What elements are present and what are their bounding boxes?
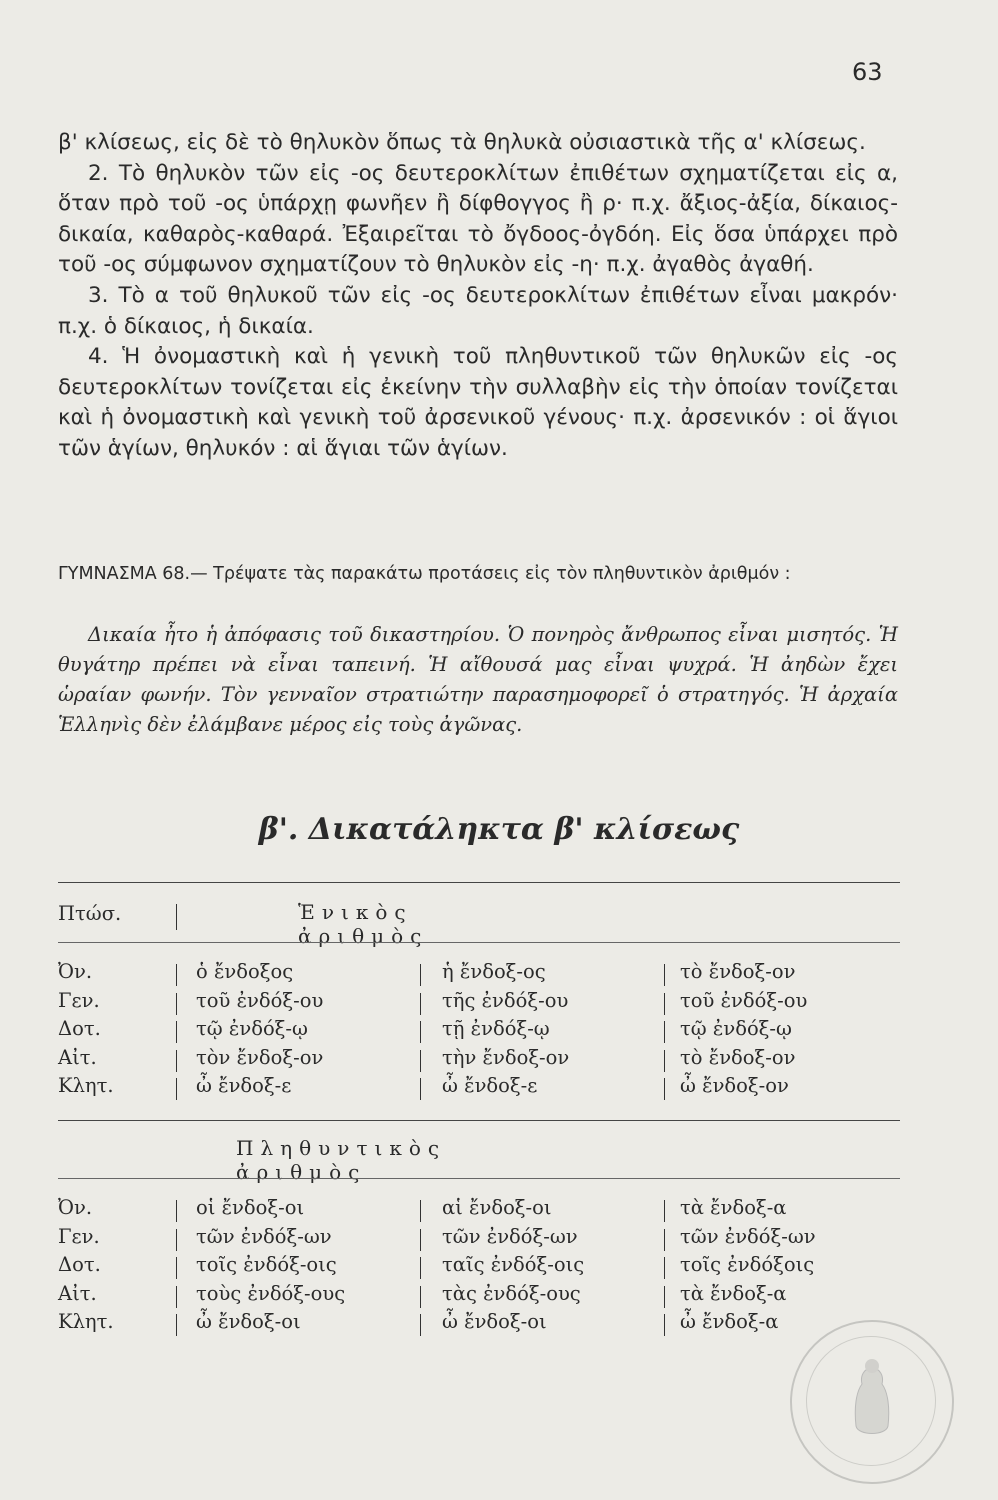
neuter-cell: τοῖς ἐνδόξοις	[680, 1253, 815, 1276]
feminine-cell: ταῖς ἐνδόξ-οις	[442, 1253, 585, 1276]
page-number: 63	[852, 58, 883, 86]
neuter-cell: ὦ ἔνδοξ-ον	[680, 1074, 789, 1097]
feminine-cell: τῆς ἐνδόξ-ου	[442, 988, 569, 1012]
singular-row	[0, 1074, 998, 1101]
neuter-cell: τὰ ἔνδοξ-α	[680, 1281, 787, 1305]
exercise-sentence-text: Δικαία ἦτο ἡ ἀπόφασις τοῦ δικαστηρίου. Ὁ πονηρὸς ἄνθρωπος εἶναι μισητός. Ἡ θυγάτηρ πρέπει νὰ εἶναι ταπεινή. Ἡ αἴθουσά μας εἶναι ψυχρά. Ἡ ἀηδὼν ἔχει ὡραίαν φωνήν. Τὸν γενναῖον στρατιώτην παρασημοφορεῖ ὁ στρατηγός. Ἡ ἀρχαία Ἑλληνὶς δὲν ἐλάμβανε μέρος εἰς τοὺς ἀγῶνας.	[58, 623, 898, 736]
feminine-cell: ὦ ἔνδοξ-ε	[442, 1074, 538, 1097]
masculine-cell: ὦ ἔνδοξ-ε	[196, 1074, 292, 1097]
case-cell: Γεν.	[58, 988, 100, 1012]
column-divider	[176, 1200, 177, 1222]
case-cell: Αἰτ.	[58, 1045, 97, 1069]
masculine-cell: οἱ ἔνδοξ-οι	[196, 1196, 305, 1219]
column-divider	[176, 993, 177, 1015]
case-cell: Ὀν.	[58, 960, 93, 983]
exercise-sentences	[58, 620, 898, 740]
paragraph-rule-4: 4. Ἡ ὀνομαστικὴ καὶ ἡ γενικὴ τοῦ πληθυντικοῦ τῶν θηλυκῶν εἰς -ος δευτεροκλίτων τονίζεται εἰς ἐκείνην τὴν συλλαβὴν εἰς τὴν ὁποίαν τονίζεται καὶ ἡ ὀνομαστικὴ καὶ γενικὴ τοῦ ἀρσενικοῦ γένους· π.χ. ἀρσενικόν : οἱ ἅγιοι τῶν ἁγίων, θηλυκόν : αἱ ἅγιαι τῶν ἁγίων.	[58, 344, 898, 461]
column-divider	[176, 964, 177, 986]
header-divider	[176, 904, 177, 930]
singular-row	[0, 960, 998, 987]
column-divider	[664, 1314, 665, 1336]
grammar-rules	[58, 128, 898, 465]
column-divider	[420, 1286, 421, 1308]
exercise-heading: ΓΥΜΝΑΣΜΑ 68.— Τρέψατε τὰς παρακάτω προτάσεις εἰς τὸν πληθυντικὸν ἀριθμόν :	[58, 564, 791, 584]
masculine-cell: τοῦ ἐνδόξ-ου	[196, 988, 324, 1012]
singular-row	[0, 1046, 998, 1073]
plural-row	[0, 1225, 998, 1252]
neuter-cell: τῶν ἐνδόξ-ων	[680, 1224, 816, 1248]
neuter-cell: τὸ ἔνδοξ-ον	[680, 960, 796, 983]
masculine-cell: τῶν ἐνδόξ-ων	[196, 1224, 332, 1248]
feminine-cell: αἱ ἔνδοξ-οι	[442, 1196, 552, 1219]
paragraph-rule-3: 3. Τὸ α τοῦ θηλυκοῦ τῶν εἰς -ος δευτεροκλίτων ἐπιθέτων εἶναι μακρόν· π.χ. ὁ δίκαιος, ἡ δικαία.	[58, 282, 898, 339]
neuter-cell: τῷ ἐνδόξ-ῳ	[680, 1017, 792, 1040]
column-divider	[664, 964, 665, 986]
paragraph-rule-2: 2. Τὸ θηλυκὸν τῶν εἰς -ος δευτεροκλίτων ἐπιθέτων σχηματίζεται εἰς α, ὅταν πρὸ τοῦ -ος ὑπάρχῃ φωνῆεν ἢ δίφθογγος ἢ ρ· π.χ. ἄξιος-ἀξία, δίκαιος-δικαία, καθαρὸς-καθαρά. Ἐξαιρεῖται τὸ ὄγδοος-ὀγδόη. Εἰς ὅσα ὑπάρχει πρὸ τοῦ -ος σύμφωνον σχηματίζουν τὸ θηλυκὸν εἰς -η· π.χ. ἀγαθὸς ἀγαθή.	[58, 160, 898, 278]
column-divider	[176, 1078, 177, 1100]
singular-row	[0, 1017, 998, 1044]
plural-header-rule	[58, 1178, 900, 1179]
case-cell: Δοτ.	[58, 1253, 101, 1276]
masculine-cell: ὁ ἔνδοξος	[196, 960, 294, 983]
feminine-cell: ὦ ἔνδοξ-οι	[442, 1310, 547, 1333]
feminine-cell: τῶν ἐνδόξ-ων	[442, 1224, 578, 1248]
column-divider	[664, 1078, 665, 1100]
masculine-cell: τὸν ἔνδοξ-ον	[196, 1045, 324, 1069]
case-cell: Ὀν.	[58, 1196, 93, 1219]
column-divider	[420, 1200, 421, 1222]
case-column-header: Πτώσ.	[58, 902, 122, 925]
feminine-cell: τὴν ἔνδοξ-ον	[442, 1045, 570, 1069]
case-cell: Γεν.	[58, 1224, 100, 1248]
column-divider	[420, 1314, 421, 1336]
singular-bottom-rule	[58, 1120, 900, 1121]
column-divider	[664, 1021, 665, 1043]
neuter-cell: ὦ ἔνδοξ-α	[680, 1310, 779, 1333]
masculine-cell: τοὺς ἐνδόξ-ους	[196, 1281, 346, 1305]
feminine-cell: τὰς ἐνδόξ-ους	[442, 1281, 581, 1305]
paragraph-intro: β' κλίσεως, εἰς δὲ τὸ θηλυκὸν ὅπως τὰ θηλυκὰ οὐσιαστικὰ τῆς α' κλίσεως.	[58, 130, 866, 155]
singular-header-rule	[58, 942, 900, 943]
neuter-cell: τοῦ ἐνδόξ-ου	[680, 988, 808, 1012]
neuter-cell: τὰ ἔνδοξ-α	[680, 1196, 787, 1219]
feminine-cell: τῇ ἐνδόξ-ῳ	[442, 1017, 550, 1040]
column-divider	[176, 1286, 177, 1308]
column-divider	[176, 1021, 177, 1043]
masculine-cell: τοῖς ἐνδόξ-οις	[196, 1253, 337, 1276]
case-cell: Κλητ.	[58, 1310, 114, 1333]
column-divider	[420, 1229, 421, 1251]
column-divider	[664, 1200, 665, 1222]
masculine-cell: ὦ ἔνδοξ-οι	[196, 1310, 301, 1333]
column-divider	[176, 1050, 177, 1072]
case-cell: Αἰτ.	[58, 1281, 97, 1305]
column-divider	[176, 1257, 177, 1279]
column-divider	[420, 1257, 421, 1279]
singular-header: Ἑνικὸς ἀριθμὸς	[298, 900, 429, 948]
column-divider	[664, 1286, 665, 1308]
column-divider	[420, 1021, 421, 1043]
column-divider	[420, 1050, 421, 1072]
column-divider	[420, 1078, 421, 1100]
column-divider	[176, 1229, 177, 1251]
case-cell: Κλητ.	[58, 1074, 114, 1097]
section-title: β'. Δικατάληκτα β' κλίσεως	[258, 812, 740, 847]
plural-header: Πληθυντικὸς ἀριθμὸς	[236, 1136, 447, 1184]
masculine-cell: τῷ ἐνδόξ-ῳ	[196, 1017, 308, 1040]
feminine-cell: ἡ ἔνδοξ-ος	[442, 960, 546, 983]
column-divider	[664, 993, 665, 1015]
neuter-cell: τὸ ἔνδοξ-ον	[680, 1045, 796, 1069]
column-divider	[176, 1314, 177, 1336]
library-stamp	[790, 1320, 954, 1484]
plural-row	[0, 1253, 998, 1280]
column-divider	[420, 993, 421, 1015]
plural-row	[0, 1196, 998, 1223]
case-cell: Δοτ.	[58, 1017, 101, 1040]
singular-row	[0, 989, 998, 1016]
column-divider	[664, 1257, 665, 1279]
column-divider	[664, 1050, 665, 1072]
column-divider	[664, 1229, 665, 1251]
table-top-rule	[58, 882, 900, 883]
plural-row	[0, 1282, 998, 1309]
column-divider	[420, 964, 421, 986]
